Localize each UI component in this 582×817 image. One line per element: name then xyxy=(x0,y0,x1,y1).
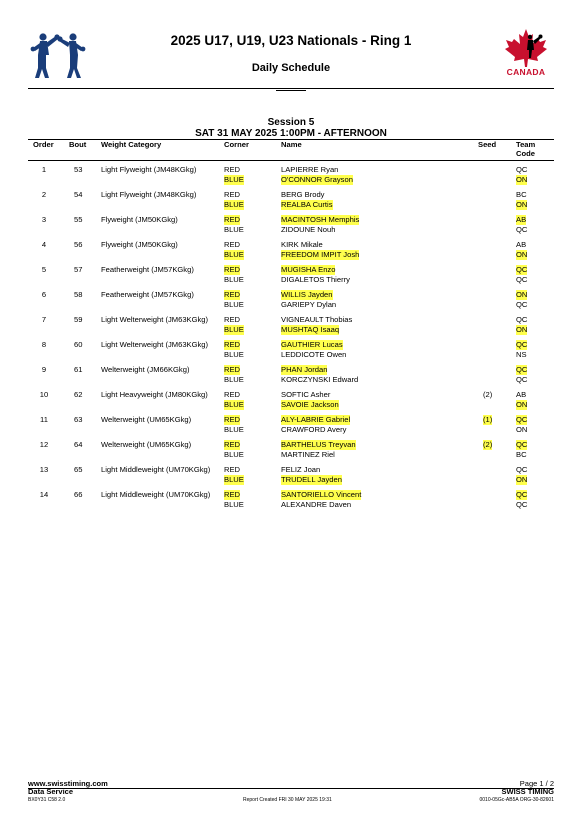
weight-category: Light Middleweight (UM70KGkg) xyxy=(101,465,211,474)
bout-row xyxy=(0,190,582,214)
seed-red: (2) xyxy=(483,440,493,449)
boxer-name-red: WILLIS Jayden xyxy=(281,290,333,299)
corner-red: RED xyxy=(224,340,241,349)
footer-page-number: Page 1 / 2 xyxy=(519,779,554,788)
bout-order: 10 xyxy=(39,390,49,399)
col-header-weight: Weight Category xyxy=(101,140,162,149)
team-code-blue: ON xyxy=(516,325,528,334)
boxer-name-blue: TRUDELL Jayden xyxy=(281,475,342,484)
bout-number: 62 xyxy=(74,390,83,399)
boxer-name-red: FELIZ Joan xyxy=(281,465,321,474)
team-code-blue: QC xyxy=(516,500,528,509)
corner-red: RED xyxy=(224,390,241,399)
corner-blue: BLUE xyxy=(224,375,244,384)
boxer-name-red: SANTORIELLO Vincent xyxy=(281,490,362,499)
bout-order: 12 xyxy=(39,440,49,449)
seed-red: (2) xyxy=(483,390,493,399)
boxer-name-red: VIGNEAULT Thobias xyxy=(281,315,353,324)
corner-red: RED xyxy=(224,165,241,174)
weight-category: Light Flyweight (JM48KGkg) xyxy=(101,165,197,174)
boxer-name-blue: CRAWFORD Avery xyxy=(281,425,347,434)
corner-blue: BLUE xyxy=(224,350,244,359)
weight-category: Light Welterweight (JM63KGkg) xyxy=(101,315,209,324)
bout-number: 63 xyxy=(74,415,83,424)
page-title: 2025 U17, U19, U23 Nationals - Ring 1 xyxy=(170,33,412,48)
bout-number: 58 xyxy=(74,290,83,299)
footer-brand: SWISS TIMING xyxy=(501,787,554,796)
team-code-red: QC xyxy=(516,365,528,374)
weight-category: Light Heavyweight (JM80KGkg) xyxy=(101,390,208,399)
footer-divider xyxy=(28,788,554,789)
session-name: Session 5 xyxy=(267,117,315,128)
bout-number: 61 xyxy=(74,365,83,374)
bout-number: 53 xyxy=(74,165,83,174)
bout-order: 9 xyxy=(41,365,47,374)
corner-blue: BLUE xyxy=(224,175,244,184)
canada-logo-text: CANADA xyxy=(506,67,546,77)
weight-category: Welterweight (UM65KGkg) xyxy=(101,440,192,449)
corner-blue: BLUE xyxy=(224,325,244,334)
bout-number: 59 xyxy=(74,315,83,324)
bout-order: 7 xyxy=(41,315,47,324)
corner-blue: BLUE xyxy=(224,450,244,459)
bout-row xyxy=(0,415,582,439)
bout-number: 57 xyxy=(74,265,83,274)
team-code-red: QC xyxy=(516,440,528,449)
session-info xyxy=(0,117,582,139)
bout-number: 64 xyxy=(74,440,83,449)
corner-blue: BLUE xyxy=(224,500,244,509)
team-code-red: ON xyxy=(516,290,528,299)
page-subtitle: Daily Schedule xyxy=(251,62,331,74)
bout-row xyxy=(0,265,582,289)
bout-row xyxy=(0,215,582,239)
team-code-blue: ON xyxy=(516,200,528,209)
weight-category: Light Welterweight (JM63KGkg) xyxy=(101,340,209,349)
corner-blue: BLUE xyxy=(224,425,244,434)
corner-red: RED xyxy=(224,290,241,299)
boxer-name-red: GAUTHIER Lucas xyxy=(281,340,343,349)
team-code-red: QC xyxy=(516,415,528,424)
bout-row xyxy=(0,290,582,314)
boxer-name-red: ALY-LABRIE Gabriel xyxy=(281,415,351,424)
team-code-red: QC xyxy=(516,165,528,174)
corner-blue: BLUE xyxy=(224,225,244,234)
team-code-blue: QC xyxy=(516,300,528,309)
boxer-name-red: PHAN Jordan xyxy=(281,365,328,374)
bout-row xyxy=(0,390,582,414)
team-code-blue: ON xyxy=(516,250,528,259)
bout-order: 14 xyxy=(39,490,49,499)
bout-row xyxy=(0,440,582,464)
weight-category: Flyweight (JM50KGkg) xyxy=(101,215,178,224)
corner-blue: BLUE xyxy=(224,250,244,259)
boxer-name-red: MUGISHA Enzo xyxy=(281,265,336,274)
seed-red: (1) xyxy=(483,415,493,424)
boxer-name-blue: MUSHTAQ Isaaq xyxy=(281,325,340,334)
weight-category: Welterweight (JM66KGkg) xyxy=(101,365,190,374)
bout-row xyxy=(0,365,582,389)
footer-url[interactable]: www.swisstiming.com xyxy=(28,779,108,788)
team-code-red: QC xyxy=(516,490,528,499)
weight-category: Featherweight (JM57KGkg) xyxy=(101,265,194,274)
weight-category: Flyweight (JM50KGkg) xyxy=(101,240,178,249)
corner-red: RED xyxy=(224,190,241,199)
header-divider xyxy=(28,88,554,89)
weight-category: Featherweight (JM57KGkg) xyxy=(101,290,194,299)
bout-order: 8 xyxy=(41,340,47,349)
team-code-red: AB xyxy=(516,390,527,399)
team-code-red: BC xyxy=(516,190,527,199)
team-code-blue: QC xyxy=(516,275,528,284)
team-code-blue: QC xyxy=(516,375,528,384)
team-code-blue: QC xyxy=(516,225,528,234)
weight-category: Light Flyweight (JM48KGkg) xyxy=(101,190,197,199)
footer-code-left: BX0Y31 C58 2.0 xyxy=(28,797,66,803)
corner-red: RED xyxy=(224,415,241,424)
col-header-order: Order xyxy=(33,140,54,149)
team-code-blue: NS xyxy=(516,350,527,359)
footer-data-service: Data Service xyxy=(28,787,74,796)
corner-red: RED xyxy=(224,440,241,449)
corner-red: RED xyxy=(224,240,241,249)
bout-number: 66 xyxy=(74,490,83,499)
boxer-name-red: BERG Brody xyxy=(281,190,325,199)
boxer-name-blue: KORCZYNSKI Edward xyxy=(281,375,359,384)
bout-order: 11 xyxy=(40,415,48,424)
bout-row xyxy=(0,315,582,339)
team-code-blue: BC xyxy=(516,450,527,459)
bout-order: 2 xyxy=(41,190,47,199)
boxer-name-blue: ALEXANDRE Daven xyxy=(281,500,352,509)
corner-red: RED xyxy=(224,465,241,474)
boxer-name-blue: FREEDOM IMPIT Josh xyxy=(281,250,360,259)
bout-row xyxy=(0,240,582,264)
boxer-name-blue: O'CONNOR Grayson xyxy=(281,175,353,184)
bout-order: 1 xyxy=(41,165,47,174)
bout-row xyxy=(0,340,582,364)
corner-blue: BLUE xyxy=(224,300,244,309)
corner-blue: BLUE xyxy=(224,400,244,409)
corner-blue: BLUE xyxy=(224,200,244,209)
team-code-red: QC xyxy=(516,265,528,274)
corner-red: RED xyxy=(224,215,241,224)
col-header-name: Name xyxy=(281,140,302,149)
col-header-team: Team Code xyxy=(516,140,536,158)
team-code-blue: ON xyxy=(516,400,528,409)
boxer-name-red: BARTHELUS Treyvan xyxy=(281,440,356,449)
col-header-seed: Seed xyxy=(478,140,497,149)
session-datetime: SAT 31 MAY 2025 1:00PM - AFTERNOON xyxy=(195,128,387,139)
bout-number: 60 xyxy=(74,340,83,349)
bout-order: 3 xyxy=(41,215,47,224)
bout-order: 6 xyxy=(41,290,47,299)
footer-report-created: Report Created FRI 30 MAY 2025 19:31 xyxy=(243,797,332,803)
team-code-blue: ON xyxy=(516,425,528,434)
bout-row xyxy=(0,465,582,489)
team-code-red: QC xyxy=(516,465,528,474)
bout-row xyxy=(0,165,582,189)
corner-blue: BLUE xyxy=(224,475,244,484)
bout-number: 56 xyxy=(74,240,83,249)
bout-number: 55 xyxy=(74,215,83,224)
boxer-name-red: LAPIERRE Ryan xyxy=(281,165,339,174)
table-header-bottom-rule xyxy=(28,160,554,161)
corner-red: RED xyxy=(224,315,241,324)
boxer-name-blue: ZIDOUNE Nouh xyxy=(281,225,336,234)
bout-order: 4 xyxy=(41,240,47,249)
corner-blue: BLUE xyxy=(224,275,244,284)
col-header-corner: Corner xyxy=(224,140,249,149)
boxer-name-blue: SAVOIE Jackson xyxy=(281,400,339,409)
bout-number: 54 xyxy=(74,190,83,199)
boxer-name-blue: REALBA Curtis xyxy=(281,200,333,209)
bout-number: 65 xyxy=(74,465,83,474)
footer-code-right: 0010-05Gc-AB5A ORG-30-82601 xyxy=(479,797,554,803)
weight-category: Welterweight (UM65KGkg) xyxy=(101,415,192,424)
team-code-red: AB xyxy=(516,240,527,249)
bout-order: 13 xyxy=(39,465,49,474)
team-code-red: AB xyxy=(516,215,527,224)
team-code-blue: ON xyxy=(516,475,528,484)
boxer-name-red: KIRK Mikale xyxy=(281,240,323,249)
header-divider-accent xyxy=(276,90,306,91)
weight-category: Light Middleweight (UM70KGkg) xyxy=(101,490,211,499)
bout-order: 5 xyxy=(41,265,47,274)
boxer-name-red: SOFTIC Asher xyxy=(281,390,331,399)
col-header-bout: Bout xyxy=(69,140,87,149)
bout-row xyxy=(0,490,582,514)
team-code-red: QC xyxy=(516,315,528,324)
boxer-name-blue: GARIEPY Dylan xyxy=(281,300,337,309)
corner-red: RED xyxy=(224,365,241,374)
boxer-name-red: MACINTOSH Memphis xyxy=(281,215,360,224)
corner-red: RED xyxy=(224,265,241,274)
boxer-name-blue: MARTINEZ Riel xyxy=(281,450,335,459)
boxer-name-blue: DIGALETOS Thierry xyxy=(281,275,350,284)
boxer-name-blue: LEDDICOTE Owen xyxy=(281,350,347,359)
team-code-blue: ON xyxy=(516,175,528,184)
team-code-red: QC xyxy=(516,340,528,349)
corner-red: RED xyxy=(224,490,241,499)
